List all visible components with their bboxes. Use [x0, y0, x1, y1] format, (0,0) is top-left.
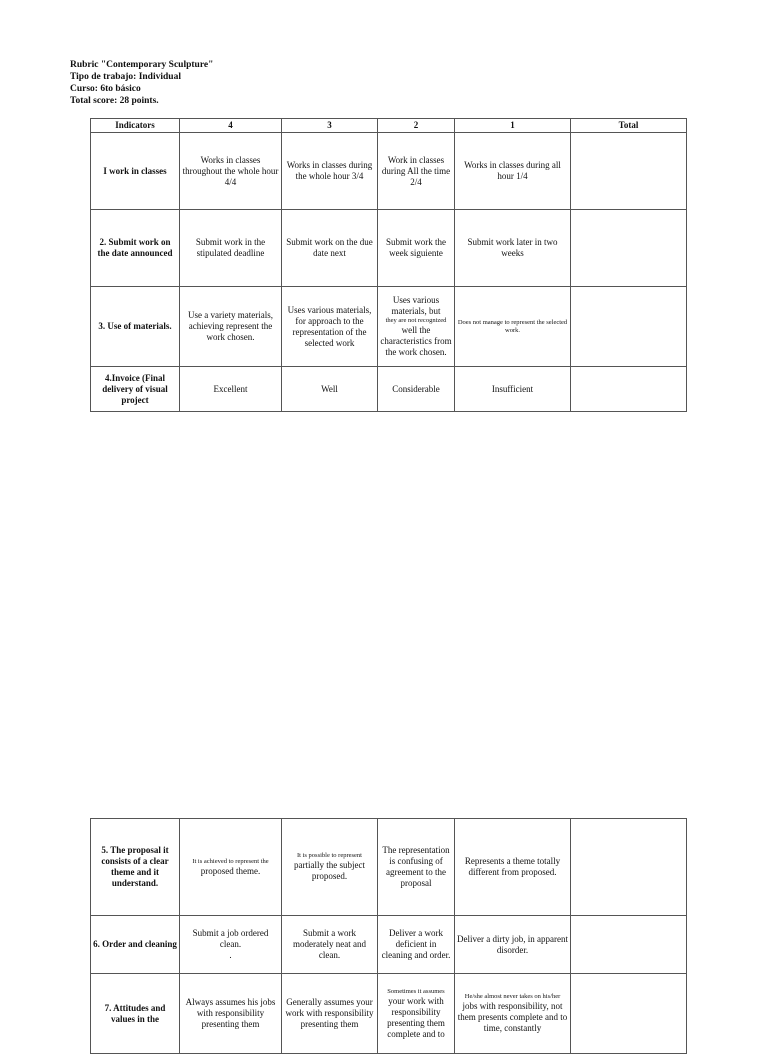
- column-header: 1: [455, 119, 571, 133]
- score-2-cell: [378, 287, 455, 367]
- indicator-cell: 2. Submit work on the date announced: [91, 210, 180, 287]
- total-score: Total score: 28 points.: [70, 96, 159, 106]
- cell-text-small: It is achieved to represent the: [192, 857, 269, 865]
- score-1-cell: Insufficient: [455, 367, 571, 412]
- indicator-cell: 3. Use of materials.: [91, 287, 180, 367]
- total-cell: [571, 287, 687, 367]
- cell-text: proposed theme.: [200, 865, 261, 876]
- indicator-cell: 7. Attitudes and values in the: [91, 974, 180, 1054]
- score-3-cell: Works in classes during the whole hour 3/4: [282, 133, 378, 210]
- score-4-cell: Submit work in the stipulated deadline: [180, 210, 282, 287]
- column-header: 2: [378, 119, 455, 133]
- rubric-header: [70, 59, 213, 107]
- score-3-cell: [282, 819, 378, 916]
- indicator-cell: 6. Order and cleaning: [91, 916, 180, 974]
- score-4-cell: [180, 819, 282, 916]
- score-4-cell: [180, 916, 282, 974]
- column-header: Indicators: [91, 119, 180, 133]
- total-cell: [571, 819, 687, 916]
- indicator-cell: 4.Invoice (Final delivery of visual project: [91, 367, 180, 412]
- table-row: [91, 819, 687, 916]
- cell-text-small: It is possible to represent: [297, 852, 362, 859]
- score-3-cell: Submit work on the due date next: [282, 210, 378, 287]
- score-1-cell: Does not manage to represent the selected work.: [455, 287, 571, 367]
- column-header: 4: [180, 119, 282, 133]
- table-row: [91, 133, 687, 210]
- cell-text: your work with responsibility presenting them complete and to: [387, 995, 445, 1039]
- score-2-cell: Work in classes during All the time 2/4: [378, 133, 455, 210]
- score-2-cell: The representation is confusing of agreement to the proposal: [378, 819, 455, 916]
- table-row: [91, 974, 687, 1054]
- cell-text: well the characteristics from the work chosen.: [380, 325, 452, 357]
- cell-text: Uses various materials, but: [391, 295, 441, 316]
- cell-text: partially the subject proposed.: [294, 860, 365, 881]
- rubric-table-page2: [90, 818, 687, 1054]
- score-4-cell: Works in classes throughout the whole hour 4/4: [180, 133, 282, 210]
- score-2-cell: [378, 974, 455, 1054]
- score-2-cell: Deliver a work deficient in cleaning and order.: [378, 916, 455, 974]
- table-row: [91, 287, 687, 367]
- column-header: Total: [571, 119, 687, 133]
- cell-text-small: He/she almost never takes on his/her: [464, 993, 561, 1000]
- table-row: [91, 210, 687, 287]
- score-3-cell: Submit a work moderately neat and clean.: [282, 916, 378, 974]
- score-3-cell: Uses various materials, for approach to the representation of the selected work: [282, 287, 378, 367]
- work-type: Tipo de trabajo: Individual: [70, 72, 181, 82]
- rubric-title: Rubric "Contemporary Sculpture": [70, 60, 214, 70]
- cell-text-small: Sometimes it assumes: [387, 987, 445, 995]
- score-1-cell: [455, 974, 571, 1054]
- total-cell: [571, 367, 687, 412]
- score-1-cell: Deliver a dirty job, in apparent disorder.: [455, 916, 571, 974]
- indicator-cell: I work in classes: [91, 133, 180, 210]
- cell-text: Submit a job ordered clean.: [192, 928, 269, 949]
- score-3-cell: Generally assumes your work with responsibility presenting them: [282, 974, 378, 1054]
- score-4-cell: Excellent: [180, 367, 282, 412]
- indicator-cell: 5. The proposal it consists of a clear theme and it understand.: [91, 819, 180, 916]
- total-cell: [571, 916, 687, 974]
- table-row: [91, 916, 687, 974]
- total-cell: [571, 210, 687, 287]
- score-2-cell: Submit work the week siguiente: [378, 210, 455, 287]
- column-header: 3: [282, 119, 378, 133]
- score-1-cell: Submit work later in two weeks: [455, 210, 571, 287]
- cell-text: jobs with responsibility, not them presents complete and to time, constantly: [457, 1001, 568, 1033]
- table-header-row: [91, 119, 687, 133]
- rubric-table-page1: [90, 118, 687, 412]
- total-cell: [571, 133, 687, 210]
- cell-text-small: they are not recognized: [385, 317, 447, 324]
- score-1-cell: Represents a theme totally different from proposed.: [455, 819, 571, 916]
- score-2-cell: Considerable: [378, 367, 455, 412]
- score-4-cell: Use a variety materials, achieving represent the work chosen.: [180, 287, 282, 367]
- cell-text: .: [229, 950, 232, 960]
- score-3-cell: Well: [282, 367, 378, 412]
- table-row: [91, 367, 687, 412]
- score-4-cell: Always assumes his jobs with responsibility presenting them: [180, 974, 282, 1054]
- score-1-cell: Works in classes during all hour 1/4: [455, 133, 571, 210]
- course: Curso: 6to básico: [70, 84, 141, 94]
- total-cell: [571, 974, 687, 1054]
